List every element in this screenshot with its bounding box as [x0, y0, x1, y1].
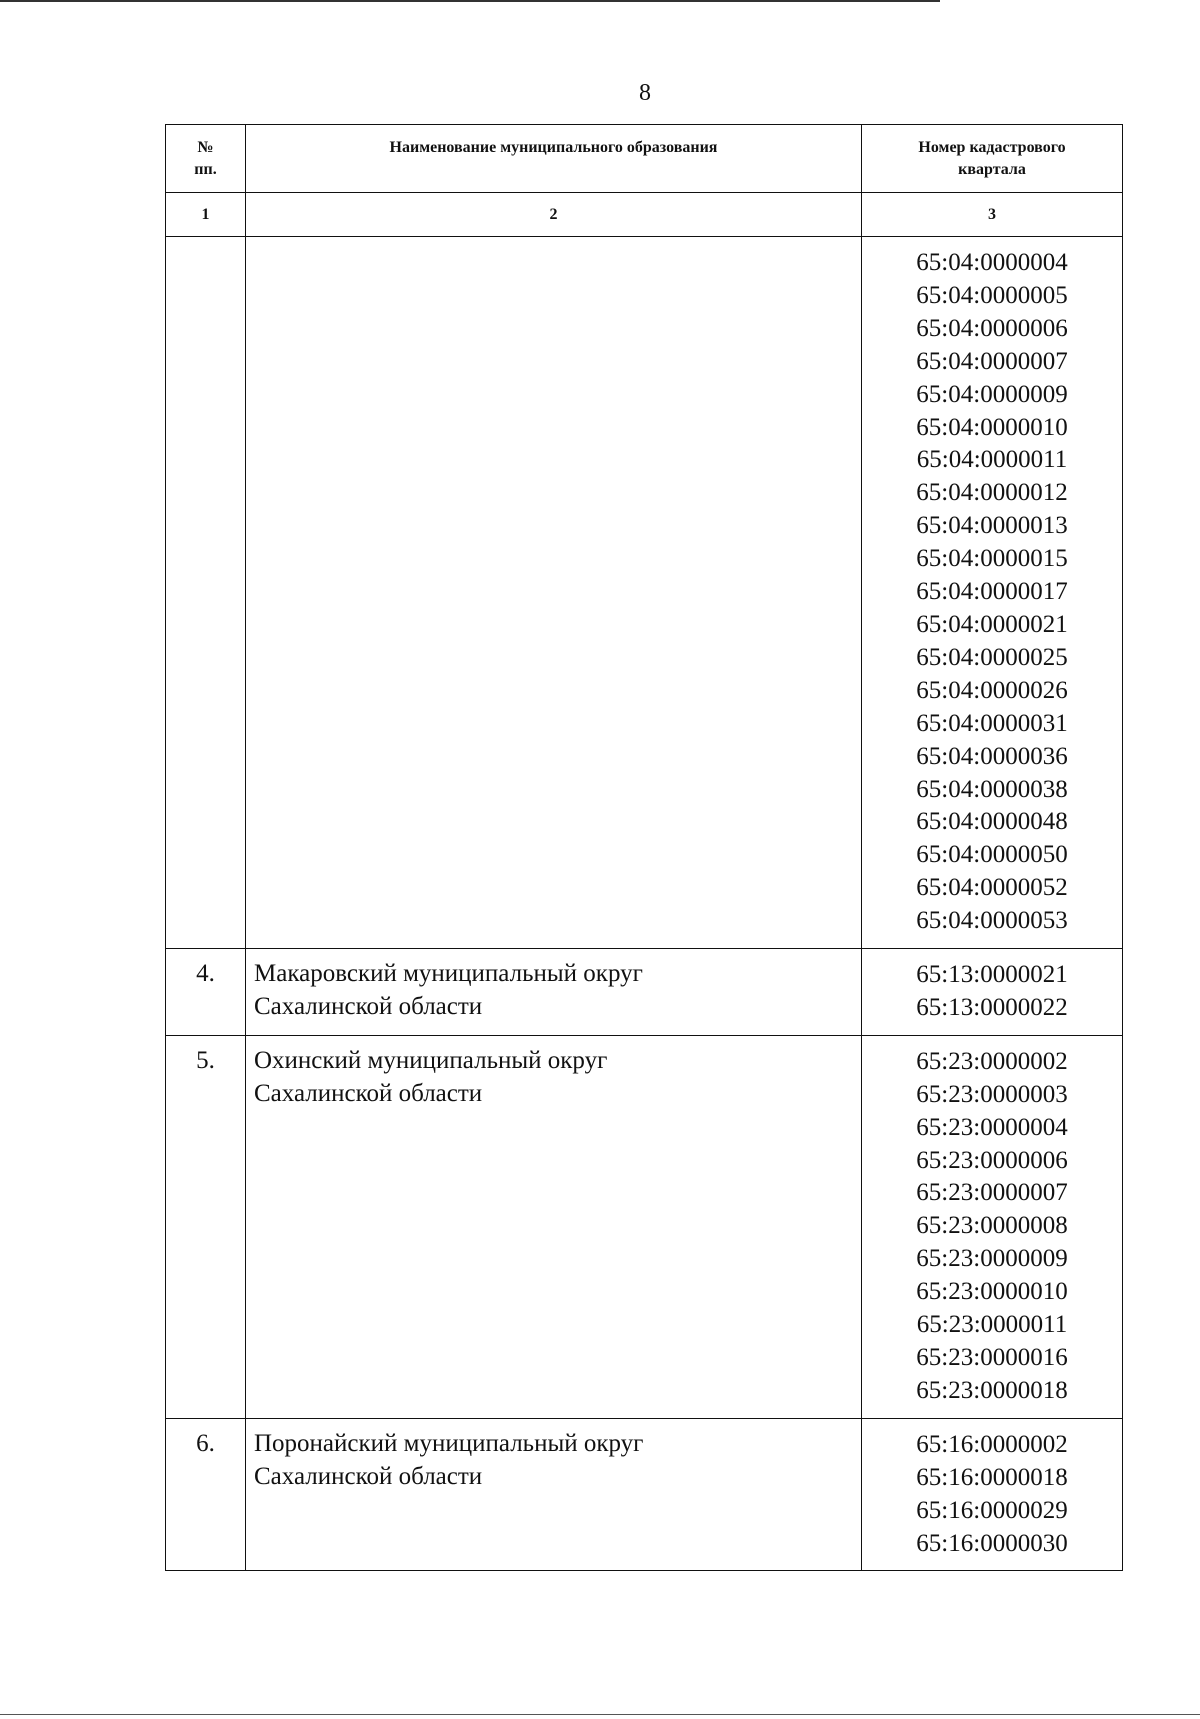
cadastral-number: 65:13:0000021: [916, 961, 1068, 989]
cadastral-number: 65:04:0000026: [916, 676, 1068, 704]
table-header-row: [166, 125, 1123, 193]
table-index-row: [166, 193, 1123, 237]
cadastral-number: 65:04:0000017: [916, 578, 1068, 606]
header-cadastral-quarter-label: Номер кадастрового квартала: [918, 139, 1066, 178]
row-municipality: [246, 237, 862, 949]
index-col-3: 3: [862, 193, 1123, 237]
row-number: 6.: [166, 1418, 246, 1571]
cadastral-number: 65:23:0000006: [916, 1146, 1068, 1174]
page-number: 8: [639, 80, 651, 106]
cadastral-number: 65:13:0000022: [916, 993, 1068, 1021]
scan-edge-top: [0, 0, 940, 2]
cadastral-number: 65:04:0000010: [916, 413, 1068, 441]
cadastral-number: 65:04:0000052: [916, 874, 1068, 902]
cadastral-number: 65:16:0000030: [916, 1529, 1068, 1557]
row-number: 4.: [166, 949, 246, 1036]
municipality-name-line2: Сахалинской области: [254, 1462, 483, 1490]
cadastral-number: 65:16:0000002: [916, 1430, 1068, 1458]
municipality-name-line2: Сахалинской области: [254, 993, 483, 1021]
header-number: [166, 125, 246, 193]
row-codes: [862, 1418, 1123, 1571]
cadastral-number: 65:23:0000009: [916, 1245, 1068, 1273]
header-municipality: Наименование муниципального образования: [246, 125, 862, 193]
cadastral-number: 65:23:0000018: [916, 1376, 1068, 1404]
cadastral-number: 65:04:0000015: [916, 545, 1068, 573]
cadastral-number: 65:23:0000010: [916, 1278, 1068, 1306]
scan-edge-bottom: [0, 1714, 1200, 1715]
cadastral-number: 65:23:0000008: [916, 1212, 1068, 1240]
cadastral-number: 65:23:0000011: [916, 1311, 1068, 1339]
cadastral-number: 65:16:0000018: [916, 1463, 1068, 1491]
cadastral-number: 65:23:0000004: [916, 1113, 1068, 1141]
cadastral-number: 65:04:0000013: [916, 512, 1068, 540]
cadastral-number: 65:04:0000038: [916, 775, 1068, 803]
cadastral-number: 65:04:0000012: [916, 479, 1068, 507]
cadastral-number: 65:23:0000002: [916, 1047, 1068, 1075]
cadastral-number: 65:04:0000004: [916, 249, 1068, 276]
cadastral-number: 65:23:0000007: [916, 1179, 1068, 1207]
row-codes: [862, 1035, 1123, 1418]
cadastral-number: 65:04:0000021: [916, 610, 1068, 638]
row-codes: [862, 237, 1123, 949]
cadastral-number: 65:16:0000029: [916, 1496, 1068, 1524]
municipality-name-line1: Охинский муниципальный округ: [254, 1046, 608, 1074]
row-number: 5.: [166, 1035, 246, 1418]
row-municipality: [246, 949, 862, 1036]
cadastral-number: 65:04:0000048: [916, 808, 1068, 836]
cadastral-number: 65:04:0000025: [916, 643, 1068, 671]
index-col-1: 1: [166, 193, 246, 237]
cadastral-table: [165, 124, 1123, 1571]
cadastral-number: 65:04:0000006: [916, 314, 1068, 342]
row-number: [166, 237, 246, 949]
cadastral-number: 65:04:0000009: [916, 380, 1068, 408]
cadastral-number: 65:04:0000050: [916, 841, 1068, 869]
cadastral-number: 65:04:0000005: [916, 281, 1068, 309]
cadastral-number: 65:04:0000007: [916, 347, 1068, 375]
cadastral-number: 65:04:0000011: [916, 446, 1068, 474]
row-codes: [862, 949, 1123, 1036]
cadastral-number: 65:04:0000036: [916, 742, 1068, 770]
table-row: [166, 237, 1123, 949]
municipality-name-line2: Сахалинской области: [254, 1079, 483, 1107]
row-municipality: [246, 1418, 862, 1571]
cadastral-number: 65:04:0000031: [916, 709, 1068, 737]
table-row: [166, 1035, 1123, 1418]
table-body: [166, 237, 1123, 1571]
table-row: [166, 949, 1123, 1036]
header-number-label: № пп.: [194, 139, 217, 178]
row-municipality: [246, 1035, 862, 1418]
cadastral-number: 65:04:0000053: [916, 907, 1068, 935]
municipality-name-line1: Макаровский муниципальный округ: [254, 960, 643, 988]
cadastral-number: 65:23:0000003: [916, 1080, 1068, 1108]
header-cadastral-quarter: [862, 125, 1123, 193]
cadastral-number: 65:23:0000016: [916, 1344, 1068, 1371]
municipality-name-line1: Поронайский муниципальный округ: [254, 1429, 644, 1457]
table-row: [166, 1418, 1123, 1571]
index-col-2: 2: [246, 193, 862, 237]
